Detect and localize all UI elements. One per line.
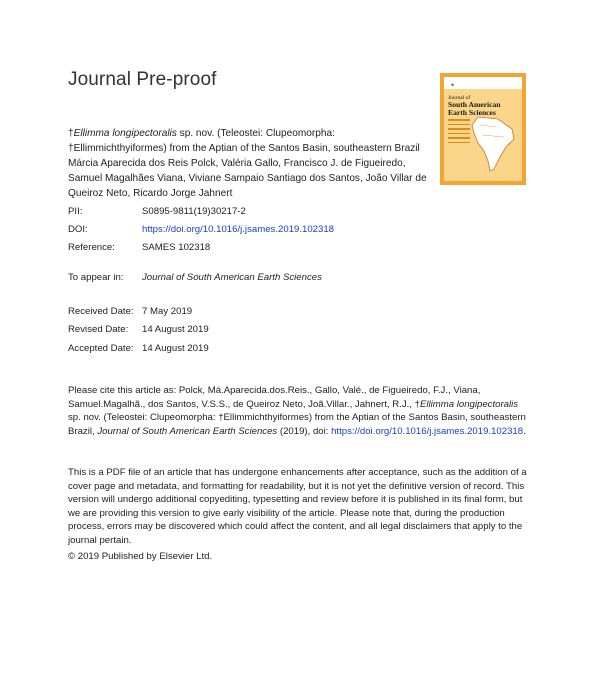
accepted-date-value: 14 August 2019: [142, 343, 209, 354]
received-date-value: 7 May 2019: [142, 306, 193, 317]
cover-journal-prefix: Journal of: [448, 95, 471, 101]
doi-label: DOI:: [68, 224, 88, 235]
accepted-date-label: Accepted Date:: [68, 343, 134, 354]
citation-journal: Journal of South American Earth Sciences: [97, 425, 278, 437]
copyright-line: © 2019 Published by Elsevier Ltd.: [68, 551, 213, 562]
cover-top-strip: [444, 77, 522, 89]
revised-date-label: Revised Date:: [68, 324, 129, 335]
citation-paragraph: [68, 384, 530, 438]
page-title: Journal Pre-proof: [68, 69, 217, 90]
notice-paragraph: This is a PDF file of an article that has undergone enhancements after acceptance, such as the addition of a cover page and metadata, and formatting for readability, but it is not yet the definitive version of record. This version will undergo additional copyediting, typesetting and review before it is published in its final form, but we are providing this version to give early visibility of the article. Please note that, during the production process, errors may be discovered which could affect the content, and all legal disclaimers that apply to the journal pertain.: [68, 467, 527, 546]
title-species: Ellimma longipectoralis: [73, 128, 177, 139]
title-rest: sp. nov. (Teleostei: Clupeomorpha: †Ellimmichthyiformes) from the Aptian of the Santos Basin, southeastern Brazil: [68, 128, 420, 154]
reference-value: SAMES 102318: [142, 242, 211, 253]
revised-date-value: 14 August 2019: [142, 324, 209, 335]
article-authors: Márcia Aparecida dos Reis Polck, Valéria Gallo, Francisco J. de Figueiredo, Samuel Magalhães Viana, Viviane Sampaio Santiago dos Santos, João Villar de Queiroz Neto, Ricardo Jorge Jahnert: [68, 158, 427, 199]
citation-species: Ellimma longipectoralis: [419, 398, 519, 410]
citation-part4: .: [523, 425, 526, 437]
article-title: [68, 127, 428, 156]
citation-part2: sp. nov. (Teleostei: Clupeomorpha: †Ellimmichthyiformes) from the Aptian of the Santos Basin, southeastern Brazil,: [68, 412, 526, 437]
to-appear-journal: Journal of South American Earth Sciences: [142, 272, 322, 283]
citation-doi-link[interactable]: https://doi.org/10.1016/j.jsames.2019.102318: [331, 425, 524, 437]
cover-journal-name: South American Earth Sciences: [448, 100, 501, 118]
journal-cover-image: [440, 73, 526, 185]
title-dagger: †: [68, 128, 74, 139]
doi-link[interactable]: https://doi.org/10.1016/j.jsames.2019.102318: [142, 224, 335, 235]
south-america-map-icon: [468, 115, 518, 173]
citation-part3: (2019), doi:: [277, 425, 332, 437]
to-appear-label: To appear in:: [68, 272, 124, 283]
cover-text-lines: [448, 119, 470, 146]
elsevier-logo-icon: ✦: [450, 83, 456, 89]
pii-value: S0895-9811(19)30217-2: [142, 206, 246, 217]
citation-part1: Please cite this article as: Polck, Má.Aparecida.dos.Reis., Gallo, Valé., de Figueiredo, F.J., Viana, Samuel.Magalhã., dos Santos, V.S.S., de Queiroz Neto, Joã.Villar., Jahnert, R.J., †: [68, 385, 481, 410]
reference-label: Reference:: [68, 242, 115, 253]
received-date-label: Received Date:: [68, 306, 134, 317]
pii-label: PII:: [68, 206, 83, 217]
